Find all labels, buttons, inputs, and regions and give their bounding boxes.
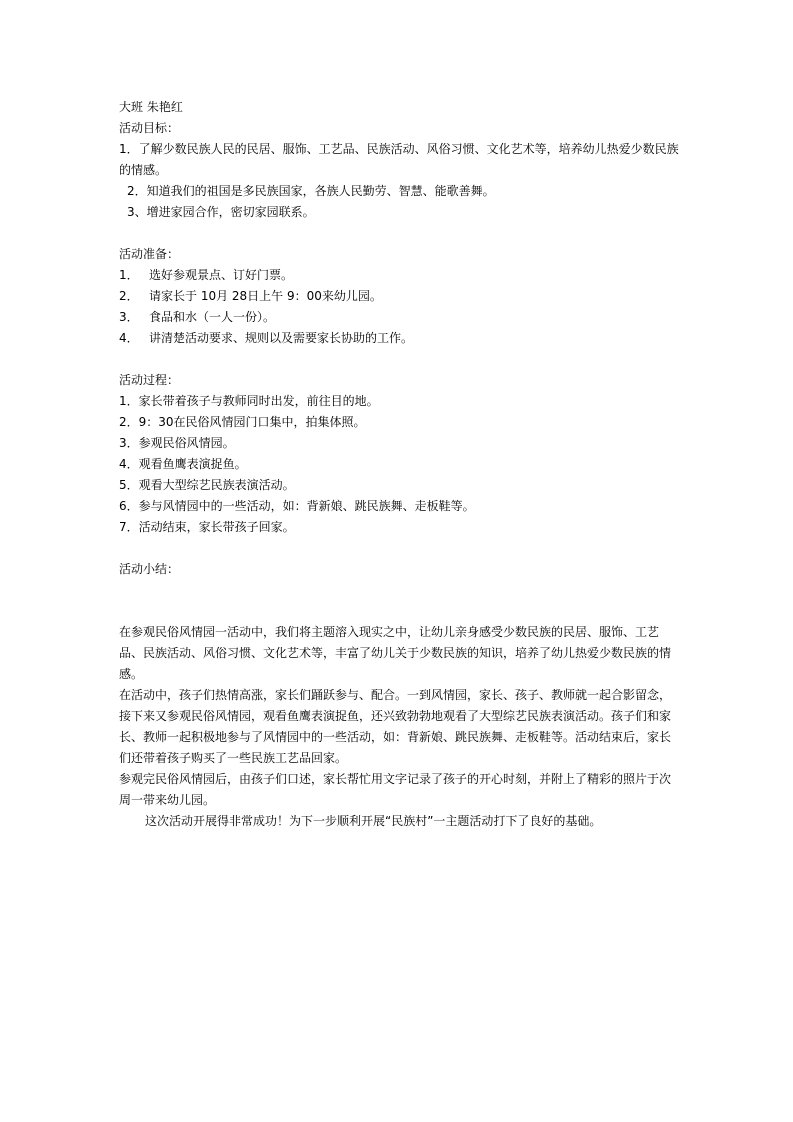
goal-item-1: 1．了解少数民族人民的民居、服饰、工艺品、民族活动、风俗习惯、文化艺术等，培养幼儿热爱少数民族的情感。 bbox=[119, 142, 679, 177]
process-item-6: 6．参与风情园中的一些活动，如：背新娘、跳民族舞、走板鞋等。 bbox=[119, 499, 475, 513]
author-line: 大班 朱艳红 bbox=[119, 100, 183, 114]
summary-paragraph-3: 参观完民俗风情园后，由孩子们口述，家长帮忙用文字记录了孩子的开心时刻，并附上了精彩的照片于次周一带来幼儿园。 bbox=[119, 772, 672, 807]
summary-paragraph-1: 在参观民俗风情园一活动中，我们将主题溶入现实之中，让幼儿亲身感受少数民族的民居、服饰、工艺品、民族活动、风俗习惯、文化艺术等，丰富了幼儿关于少数民族的知识，培养了幼儿热爱少数民族的情感。 bbox=[119, 625, 672, 681]
document-body bbox=[119, 97, 679, 832]
process-item-4: 4．观看鱼鹰表演捉鱼。 bbox=[119, 457, 247, 471]
process-item-5: 5．观看大型综艺民族表演活动。 bbox=[119, 478, 295, 492]
process-heading: 活动过程： bbox=[119, 373, 180, 387]
prep-item-1 bbox=[119, 265, 679, 286]
prep-item-text: 请家长于 10月 28日上午 9：00来幼儿园。 bbox=[149, 289, 382, 303]
prep-item-number: 2． bbox=[119, 289, 139, 303]
prep-item-3 bbox=[119, 307, 679, 328]
summary-heading: 活动小结： bbox=[119, 562, 180, 576]
goal-item-3: 3、增进家园合作，密切家园联系。 bbox=[127, 205, 315, 219]
spacer bbox=[119, 223, 679, 244]
summary-closing: 这次活动开展得非常成功！为下一步顺利开展“民族村”一主题活动打下了良好的基础。 bbox=[145, 814, 602, 828]
process-item-2: 2．9：30在民俗风情园门口集中，拍集体照。 bbox=[119, 415, 366, 429]
prep-item-text: 选好参观景点、订好门票。 bbox=[149, 268, 294, 282]
prep-item-text: 讲清楚活动要求、规则以及需要家长协助的工作。 bbox=[149, 331, 414, 345]
spacer bbox=[119, 538, 679, 559]
prep-item-number: 3． bbox=[119, 310, 139, 324]
spacer bbox=[119, 580, 679, 601]
goal-item-2: 2．知道我们的祖国是多民族国家，各族人民勤劳、智慧、能歌善舞。 bbox=[127, 184, 495, 198]
prep-heading: 活动准备： bbox=[119, 247, 180, 261]
prep-item-2 bbox=[119, 286, 679, 307]
summary-paragraph-2: 在活动中，孩子们热情高涨，家长们踊跃参与、配合。一到风情园，家长、孩子、教师就一起合影留念，接下来又参观民俗风情园，观看鱼鹰表演捉鱼，还兴致勃勃地观看了大型综艺民族表演活动。孩子们和家长、教师一起积极地参与了风情园中的一些活动，如：背新娘、跳民族舞、走板鞋等。活动结束后，家长们还带着孩子购买了一些民族工艺品回家。 bbox=[119, 688, 672, 765]
process-item-3: 3．参观民俗风情园。 bbox=[119, 436, 235, 450]
process-item-7: 7．活动结束，家长带孩子回家。 bbox=[119, 520, 295, 534]
spacer bbox=[119, 349, 679, 370]
prep-item-text: 食品和水（一人一份）。 bbox=[149, 310, 276, 324]
process-item-1: 1．家长带着孩子与教师同时出发，前往目的地。 bbox=[119, 394, 379, 408]
spacer bbox=[119, 601, 679, 622]
goals-heading: 活动目标： bbox=[119, 121, 180, 135]
prep-item-4 bbox=[119, 328, 679, 349]
prep-item-number: 1． bbox=[119, 268, 139, 282]
prep-item-number: 4． bbox=[119, 331, 139, 345]
